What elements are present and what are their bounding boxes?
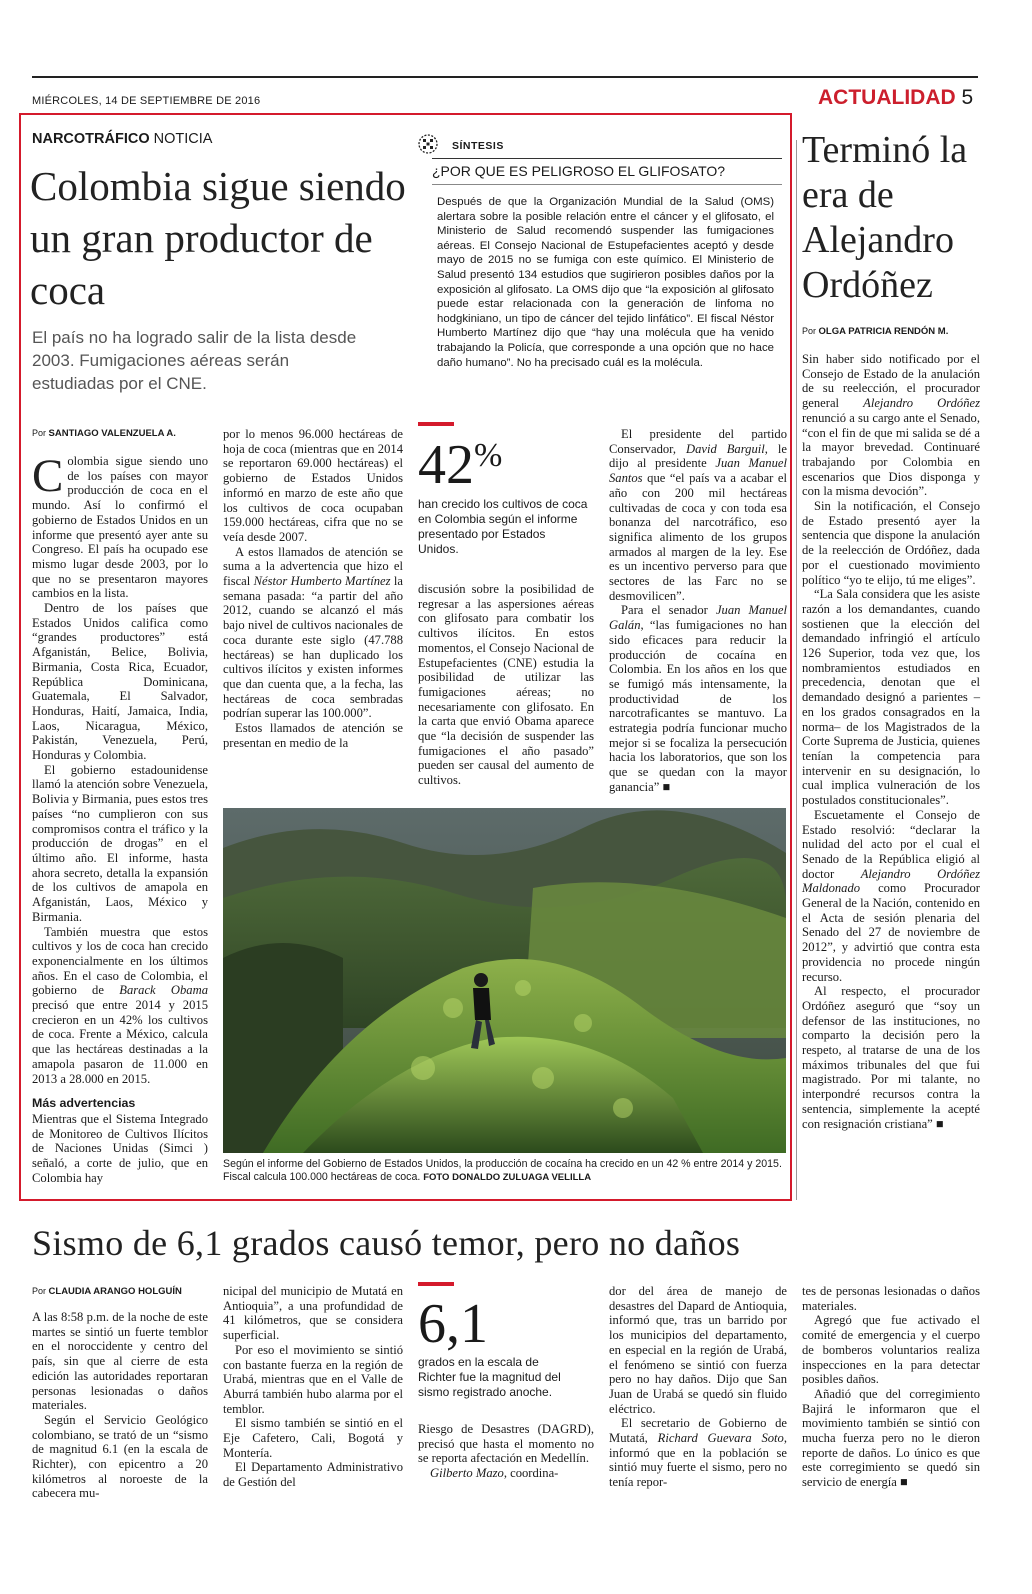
paragraph: Gilberto Mazo, coordina- [430,1466,559,1481]
synthesis-label: SÍNTESIS [452,140,504,152]
paragraph: El sismo también se sintió en el Eje Cafetero, Cali, Bogotá y Montería. [223,1416,403,1460]
bottom-column-5 [802,1284,980,1490]
bottom-column-4 [609,1284,787,1490]
paragraph: También muestra que estos cultivos y los de coca han crecido exponencialmente en los últimos años. En el caso de Colombia, el gobierno de Barack Obama precisó que entre 2014 y 2015 crecieron en un 42% los cultivos de coca. Frente a México, calcula que las hectáreas destinadas a la amapola pasaron de 11.000 en 2013 a 28.000 en 2015. [32,924,208,1086]
stat-description: grados en la escala de Richter fue la magnitud del sismo registrado anoche. [418,1355,561,1399]
paragraph: Sin la notificación, el Consejo de Estado presentó ayer la sentencia que dispone la anulación de la reelección de Ordóñez, dada por el cuestionado movimiento político “yo te elijo, tú me eliges”. [802,499,980,587]
paragraph: Para el senador Juan Manuel Galán, “las fumigaciones no han sido eficaces para reducir la producción de cocaína en Colombia. En los años en los que se fumigó más intensamente, la productividad de los narcotraficantes se mantuvo. La estrategia podría funcionar mucho mejor si se focaliza la persecución hacia los laboratorios, que son los que se quedan con la mayor ganancia” ■ [609,603,787,794]
subheading: Más advertencias [32,1096,136,1111]
main-byline: Por SANTIAGO VALENZUELA A. [32,428,176,439]
page-number: 5 [961,86,974,109]
stat-figure [418,434,503,496]
paragraph: A las 8:58 p.m. de la noche de este martes se sintió un fuerte temblor en el noroccidente y centro del país, sin que al cierre de esta edición las autoridades reportaran personas lesionadas o daños materiales. [32,1310,208,1413]
photo-caption: Según el informe del Gobierno de Estados Unidos, la producción de cocaína ha crecido en un 42 % entre 2014 y 2015. Fiscal calcula 100.000 hectáreas de coca. FOTO DONALDO ZULUAGA VELILLA [223,1158,782,1183]
paragraph: Al respecto, el procurador Ordóñez aseguró que “soy un defensor de las instituciones, no comparto la decisión pero la respeto, al tratarse de una de los máximos tribunales del que fui magistrado. Por mi talante, no interpondré recursos contra la sentencia, simplemente la acepté con resignación cristiana” ■ [802,984,980,1131]
paragraph: El presidente del partido Conservador, David Barguil, le dijo al presidente Juan Manuel Santos que “el país va a acabar el año con 200 mil hectáreas cultivadas de coca y con toda esa bonanza del narcotráfico, eso significa alimento de los grupos armados al margen de la ley. Ese es un incentivo perverso para que sectores de las Farc no se desmovilicen”. [609,427,787,603]
paragraph: tes de personas lesionadas o daños materiales. [802,1284,980,1313]
bottom-column-3 [418,1422,594,1481]
paragraph: Por eso el movimiento se sintió con bastante fuerza en la región de Urabá, mientras que en el Valle de Aburrá también hubo alarma por el temblor. [223,1342,403,1416]
stat-description: han crecido los cultivos de coca en Colombia según el informe presentado por Estados Unidos. [418,497,588,556]
paragraph: dor del área de manejo de desastres del Dapard de Antioquia, informó que, tras un barrido por los municipios del departamento, en especial en la región de Urabá, el fenómeno se sintió con fuerza pero no hay daños. Dijo que San Juan de Urabá se quedó sin fluido eléctrico. [609,1284,787,1416]
drop-cap: C [32,450,64,502]
side-column [802,352,980,1131]
section-title: ACTUALIDAD 5 [818,86,974,109]
paragraph: “La Sala considera que les asiste razón a los demandantes, cuando sostienen que la elección del demandado infringió el artículo 126 Superior, toda vez que, los nombramientos estudiados en precedencia, denotan que el demandado designó a parientes –en los grados consagrados en la norma– de los Magistrados de la Corte Suprema de Justicia, quienes tenían la competencia para intervenir en su designación, lo cual implica vulneración de los postulados constitucionales”. [802,587,980,808]
stat-number: 42 [418,434,474,496]
paragraph: Añadió que del corregimiento Bajirá le informaron que el movimiento también se sintió con mucha fuerza pero no le dieron reporte de daños. Lo único es que este corregimiento se quedó sin servicio de energía ■ [802,1386,980,1490]
paragraph: El secretario de Gobierno de Mutatá, Richard Guevara Soto, informó que en la población se sintió muy fuerte el sismo, pero no tenía repor- [609,1416,787,1490]
paragraph: El gobierno estadounidense llamó la atención sobre Venezuela, Bolivia y Birmania, pues estos tres países “no cumplieron con sus compromisos contra el tráfico y la producción de drogas” en el último año. El informe, hasta ahora secreto, detalla la expansión de los cultivos de amapola en Afganistán, Laos, México y Birmania. [32,762,208,924]
main-column-2 [223,427,403,750]
edition-date: MIÉRCOLES, 14 DE SEPTIEMBRE DE 2016 [32,95,261,107]
bottom-byline: Por CLAUDIA ARANGO HOLGUÍN [32,1286,182,1297]
synthesis-rule [432,158,782,159]
stat-number: 6,1 [418,1293,488,1355]
paragraph: nicipal del municipio de Mutatá en Antioquia”, a una profundidad de 41 kilómetros, que se considera superficial. [223,1284,403,1343]
synthesis-icon [418,134,438,154]
bottom-headline: Sismo de 6,1 grados causó temor, pero no daños [32,1223,741,1263]
paragraph: Sin haber sido notificado por el Consejo de Estado de la anulación de su reelección, el procurador general Alejandro Ordóñez renunció a su cargo ante el Senado, “con el fin de que mi salida se dé a la mayor brevedad. Continuaré trabajando por Colombia en escenarios que Dios disponga y con la misma devoción”. [802,352,980,499]
photo-credit: FOTO DONALDO ZULUAGA VELILLA [423,1172,592,1183]
main-column-4 [609,427,787,795]
side-headline: Terminó la era de Alejandro Ordóñez [802,129,968,306]
paragraph: Agregó que fue activado el comité de emergencia y el cuerpo de bomberos voluntarios realiza inspecciones en la para detectar posibles daños. [802,1313,980,1387]
side-byline: Por OLGA PATRICIA RENDÓN M. [802,326,949,337]
stat-accent-bar [418,422,454,426]
kicker-type: NOTICIA [153,131,213,147]
paragraph: Según el Servicio Geológico colombiano, se trató de un “sismo de magnitud 6.1 (en la escala de Richter), con epicentro a 20 kilómetros al noroeste de la cabecera mu- [32,1412,208,1501]
bottom-column-1 [32,1310,208,1501]
article-kicker [32,131,212,147]
main-column-1: Colombia sigue siendo uno de los países con mayor producción de coca en el mundo. Así lo confirmó el gobierno de Estados Unidos en un informe que presentó ayer ante su Congreso. El país ha ocupado ese mismo lugar desde 2003, por lo que no se presentaron mayores cambios en la lista. Dentro de los países que Estados Unidos califica como “grandes productores” está Afganistán, Belice, Bolivia, Birmania, Costa Rica, Ecuador, República Dominicana, Guatemala, El Salvador, Honduras, Haití, Jamaica, India, Laos, Nicaragua, México, Pakistán, Venezuela, Perú, Honduras y Colombia. El gobierno estadounidense llamó la atención sobre Venezuela, Bolivia y Birmania, pues estos tres países “no cumplieron con sus compromisos contra el tráfico y la producción de drogas” en el último año. El informe, hasta ahora secreto, detalla la expansión de los cultivos de amapola en Afganistán, Laos, México y Birmania. También muestra que estos cultivos y los de coca han crecido exponencialmente en los últimos años. En el caso de Colombia, el gobierno de Barack Obama precisó que entre 2014 y 2015 crecieron en un 42% los cultivos de coca. Frente a México, calcula que las hectáreas destinadas a la amapola pasaron de 11.000 en 2013 a 28.000 en 2015. Más advertencias Mientras que el Sistema Integrado de Monitoreo de Cultivos Ilícitos de Naciones Unidas (Simci ) señaló, a corte de julio, que en Colombia hay [32,450,208,1185]
paragraph: El Departamento Administrativo de Gestión del [223,1460,403,1490]
bottom-column-2 [223,1284,403,1490]
paragraph: por lo menos 96.000 hectáreas de hoja de coca (mientras que en 2014 se reportaron 69.000 hectáreas) el gobierno de Estados Unidos informó en marzo de este año que los cultivos de coca ocupaban 159.000 hectáreas, cifra que no se veía desde 2007. [223,427,403,544]
paragraph: A estos llamados de atención se suma a la advertencia que hizo el fiscal Néstor Humberto Martínez la semana pasada: “a partir del año 2012, cuando se alcanzó el más bajo nivel de cultivos nacionales de coca durante este siglo (47.788 hectáreas) se han duplicado los cultivos ilícitos y existen informes que dan cuenta que, a la fecha, las hectáreas de coca sembradas podrían superar las 100.000”. [223,544,403,721]
main-dek: El país no ha logrado salir de la lista desde 2003. Fumigaciones aéreas serán estudiadas por el CNE. [32,328,357,393]
stat-unit: % [474,437,503,474]
synthesis-body: Después de que la Organización Mundial de la Salud (OMS) alertara sobre la posible relación entre el cáncer y el glifosato, el Ministerio de Salud recomendó suspender las fumigaciones aéreas. El Consejo Nacional de Estupefacientes aceptó y desde mayo de 2015 no se fumiga con este químico. El Ministerio de Salud presentó 134 estudios que sugirieron posibles daños por la exposición al glifosato. La OMS dijo que “la exposición al glifosato puede estar relacionada con la generación de linfoma no hodgkiniano, un tipo de cáncer del tejido linfático”. El fiscal Néstor Humberto Martínez dijo que “hay una molécula que ha venido trabajando la Policía, que corresponde a una opción que no hace daño humano”. No ha precisado cuál es la molécula. [437,196,774,369]
paragraph: Estos llamados de atención se presentan en medio de la [223,721,403,750]
paragraph: Riesgo de Desastres (DAGRD), precisó que hasta el momento no se reporta afectación en Medellín. [418,1422,594,1466]
coca-field-photo [223,808,786,1153]
paragraph: Mientras que el Sistema Integrado de Monitoreo de Cultivos Ilícitos de Naciones Unidas (Simci ) señaló, a corte de julio, que en Colombia hay [32,1111,208,1185]
paragraph: Dentro de los países que Estados Unidos califica como “grandes productores” está Afganistán, Belice, Bolivia, Birmania, Costa Rica, Ecuador, República Dominicana, Guatemala, El Salvador, Honduras, Haití, Jamaica, India, Laos, Nicaragua, México, Pakistán, Venezuela, Perú, Honduras y Colombia. [32,601,208,763]
main-headline: Colombia sigue siendo un gran productor de coca [30,163,406,313]
synthesis-question: ¿POR QUE ES PELIGROSO EL GLIFOSATO? [432,163,726,179]
side-column-rule [796,140,797,1200]
header-rule [32,76,978,78]
main-column-3 [418,582,594,788]
kicker-topic: NARCOTRÁFICO [32,131,150,147]
paragraph: Escuetamente el Consejo de Estado resolvió: “declarar la nulidad del acto por el cual el Senado de la República eligió al doctor Alejandro Ordóñez Maldonado como Procurador General de la Nación, contenido en el Acta de sesión plenaria del Senado del 27 de noviembre de 2012”, y advirtió que contra esta providencia no procede ningún recurso. [802,807,980,984]
stat-accent-bar [418,1282,454,1286]
synthesis-rule-bottom [432,184,782,185]
paragraph: discusión sobre la posibilidad de regresar a las aspersiones aéreas con glifosato para combatir los cultivos ilícitos. En estos momentos, el Consejo Nacional de Estupefacientes (CNE) estudia la posibilidad de utilizar las fumigaciones aéreas; no necesariamente con glifosato. En la carta que envió Obama aparece que “la decisión de suspender las fumigaciones el año pasado” pueden ser causal del aumento de cultivos. [418,582,594,788]
